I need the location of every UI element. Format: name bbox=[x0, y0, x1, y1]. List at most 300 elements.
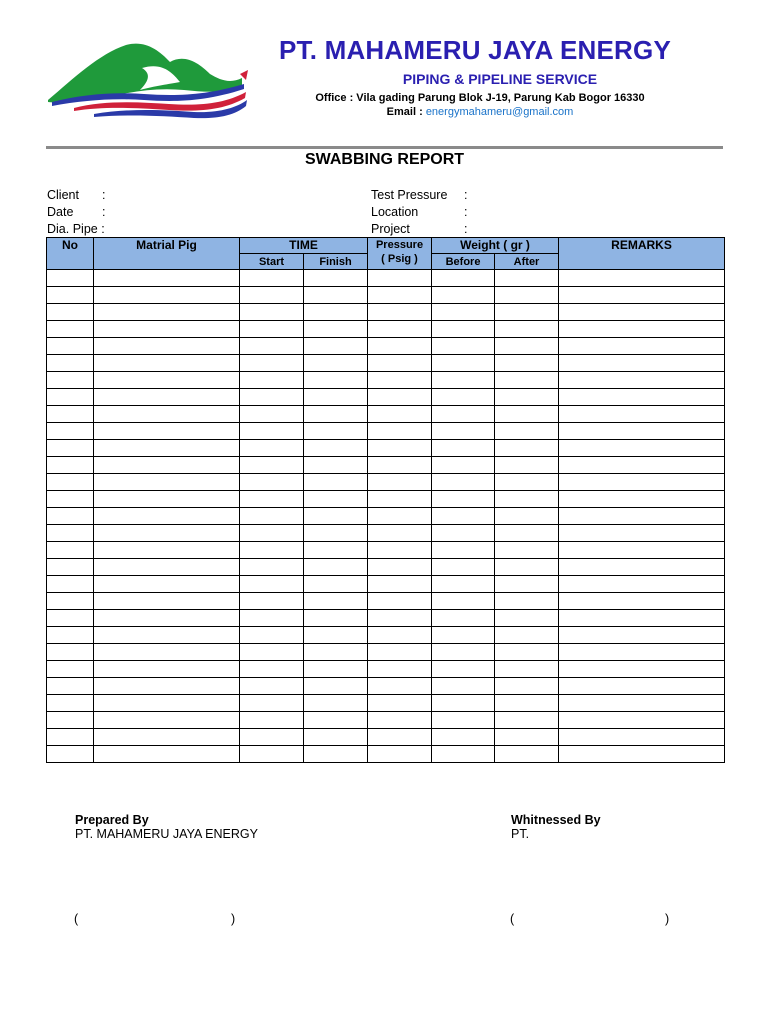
table-cell[interactable] bbox=[495, 593, 559, 610]
table-cell[interactable] bbox=[495, 678, 559, 695]
table-row bbox=[47, 746, 725, 763]
table-cell[interactable] bbox=[559, 610, 725, 627]
table-cell[interactable] bbox=[240, 678, 304, 695]
table-cell[interactable] bbox=[368, 525, 432, 542]
table-cell[interactable] bbox=[432, 389, 495, 406]
table-cell[interactable] bbox=[240, 406, 304, 423]
table-cell[interactable] bbox=[240, 712, 304, 729]
table-cell[interactable] bbox=[368, 423, 432, 440]
email-label: Email : bbox=[386, 106, 423, 118]
table-cell[interactable] bbox=[368, 491, 432, 508]
table-cell[interactable] bbox=[304, 712, 368, 729]
witnessed-sign-close: ) bbox=[665, 912, 670, 926]
table-cell[interactable] bbox=[47, 423, 94, 440]
table-cell[interactable] bbox=[304, 389, 368, 406]
table-cell[interactable] bbox=[240, 321, 304, 338]
table-cell[interactable] bbox=[495, 627, 559, 644]
table-cell[interactable] bbox=[47, 627, 94, 644]
table-cell[interactable] bbox=[368, 474, 432, 491]
table-cell[interactable] bbox=[240, 270, 304, 287]
table-cell[interactable] bbox=[495, 372, 559, 389]
table-cell[interactable] bbox=[368, 270, 432, 287]
table-cell[interactable] bbox=[495, 440, 559, 457]
table-row bbox=[47, 321, 725, 338]
table-cell[interactable] bbox=[240, 746, 304, 763]
table-cell[interactable] bbox=[47, 644, 94, 661]
table-cell[interactable] bbox=[495, 423, 559, 440]
table-cell[interactable] bbox=[559, 440, 725, 457]
table-cell[interactable] bbox=[368, 559, 432, 576]
table-cell[interactable] bbox=[47, 576, 94, 593]
table-cell[interactable] bbox=[559, 457, 725, 474]
table-cell[interactable] bbox=[495, 746, 559, 763]
table-cell[interactable] bbox=[432, 593, 495, 610]
table-cell[interactable] bbox=[495, 729, 559, 746]
table-cell[interactable] bbox=[94, 508, 240, 525]
table-cell[interactable] bbox=[559, 491, 725, 508]
table-cell[interactable] bbox=[47, 508, 94, 525]
table-cell[interactable] bbox=[304, 372, 368, 389]
witnessed-by-company: PT. bbox=[511, 827, 530, 841]
table-cell[interactable] bbox=[94, 406, 240, 423]
witnessed-sign-open: ( bbox=[510, 912, 515, 926]
table-cell[interactable] bbox=[240, 508, 304, 525]
table-cell[interactable] bbox=[559, 644, 725, 661]
table-cell[interactable] bbox=[495, 610, 559, 627]
table-cell[interactable] bbox=[368, 610, 432, 627]
table-cell[interactable] bbox=[495, 355, 559, 372]
table-cell[interactable] bbox=[559, 712, 725, 729]
table-cell[interactable] bbox=[47, 321, 94, 338]
table-cell[interactable] bbox=[47, 474, 94, 491]
table-row bbox=[47, 474, 725, 491]
project-colon: : bbox=[464, 222, 468, 236]
table-cell[interactable] bbox=[368, 576, 432, 593]
test-pressure-colon: : bbox=[464, 188, 468, 202]
table-cell[interactable] bbox=[559, 627, 725, 644]
mountain-logo-icon bbox=[44, 40, 250, 120]
prepared-sign-close: ) bbox=[231, 912, 236, 926]
table-cell[interactable] bbox=[559, 406, 725, 423]
table-cell[interactable] bbox=[368, 593, 432, 610]
col-weight-after: After bbox=[495, 254, 559, 270]
table-cell[interactable] bbox=[304, 593, 368, 610]
table-row bbox=[47, 729, 725, 746]
table-cell[interactable] bbox=[94, 610, 240, 627]
table-cell[interactable] bbox=[432, 304, 495, 321]
table-row bbox=[47, 372, 725, 389]
table-row bbox=[47, 661, 725, 678]
table-cell[interactable] bbox=[432, 508, 495, 525]
table-cell[interactable] bbox=[432, 372, 495, 389]
table-cell[interactable] bbox=[240, 423, 304, 440]
table-row bbox=[47, 304, 725, 321]
table-cell[interactable] bbox=[240, 542, 304, 559]
table-cell[interactable] bbox=[94, 270, 240, 287]
table-body bbox=[47, 270, 725, 763]
prepared-by-company: PT. MAHAMERU JAYA ENERGY bbox=[75, 827, 258, 841]
table-row bbox=[47, 389, 725, 406]
table-row bbox=[47, 338, 725, 355]
table-cell[interactable] bbox=[94, 338, 240, 355]
table-cell[interactable] bbox=[47, 372, 94, 389]
table-cell[interactable] bbox=[240, 304, 304, 321]
table-cell[interactable] bbox=[94, 559, 240, 576]
table-cell[interactable] bbox=[432, 627, 495, 644]
col-time-start: Start bbox=[240, 254, 304, 270]
table-cell[interactable] bbox=[495, 695, 559, 712]
table-cell[interactable] bbox=[94, 542, 240, 559]
table-cell[interactable] bbox=[495, 542, 559, 559]
project-label: Project bbox=[371, 222, 410, 236]
table-cell[interactable] bbox=[368, 746, 432, 763]
table-row bbox=[47, 712, 725, 729]
table-cell[interactable] bbox=[495, 644, 559, 661]
table-cell[interactable] bbox=[94, 491, 240, 508]
col-no: No bbox=[47, 238, 94, 270]
table-cell[interactable] bbox=[559, 729, 725, 746]
table-cell[interactable] bbox=[94, 304, 240, 321]
table-row bbox=[47, 491, 725, 508]
table-cell[interactable] bbox=[94, 355, 240, 372]
table-cell[interactable] bbox=[94, 729, 240, 746]
table-cell[interactable] bbox=[368, 287, 432, 304]
table-cell[interactable] bbox=[47, 542, 94, 559]
table-cell[interactable] bbox=[304, 406, 368, 423]
table-cell[interactable] bbox=[94, 644, 240, 661]
table-cell[interactable] bbox=[495, 474, 559, 491]
table-cell[interactable] bbox=[432, 440, 495, 457]
table-cell[interactable] bbox=[240, 338, 304, 355]
table-cell[interactable] bbox=[240, 729, 304, 746]
table-cell[interactable] bbox=[495, 576, 559, 593]
prepared-sign-open: ( bbox=[74, 912, 79, 926]
table-cell[interactable] bbox=[94, 695, 240, 712]
table-cell[interactable] bbox=[94, 440, 240, 457]
table-cell[interactable] bbox=[47, 406, 94, 423]
table-cell[interactable] bbox=[94, 457, 240, 474]
table-cell[interactable] bbox=[559, 695, 725, 712]
table-cell[interactable] bbox=[47, 746, 94, 763]
location-colon: : bbox=[464, 205, 468, 219]
table-cell[interactable] bbox=[559, 678, 725, 695]
table-cell[interactable] bbox=[304, 746, 368, 763]
table-cell[interactable] bbox=[47, 355, 94, 372]
table-cell[interactable] bbox=[368, 389, 432, 406]
table-cell[interactable] bbox=[368, 508, 432, 525]
table-cell[interactable] bbox=[304, 576, 368, 593]
table-cell[interactable] bbox=[94, 423, 240, 440]
table-cell[interactable] bbox=[495, 457, 559, 474]
table-cell[interactable] bbox=[47, 661, 94, 678]
swabbing-table bbox=[46, 237, 725, 763]
table-cell[interactable] bbox=[240, 525, 304, 542]
table-cell[interactable] bbox=[94, 389, 240, 406]
table-cell[interactable] bbox=[495, 712, 559, 729]
location-label: Location bbox=[371, 205, 419, 219]
table-cell[interactable] bbox=[495, 338, 559, 355]
table-cell[interactable] bbox=[368, 372, 432, 389]
table-cell[interactable] bbox=[304, 338, 368, 355]
col-weight: Weight ( gr ) bbox=[432, 238, 559, 254]
table-cell[interactable] bbox=[368, 406, 432, 423]
table-cell[interactable] bbox=[368, 695, 432, 712]
table-cell[interactable] bbox=[432, 338, 495, 355]
table-cell[interactable] bbox=[432, 644, 495, 661]
table-cell[interactable] bbox=[495, 287, 559, 304]
table-cell[interactable] bbox=[94, 372, 240, 389]
table-cell[interactable] bbox=[94, 576, 240, 593]
table-cell[interactable] bbox=[432, 457, 495, 474]
table-cell[interactable] bbox=[304, 542, 368, 559]
table-cell[interactable] bbox=[304, 508, 368, 525]
table-cell[interactable] bbox=[240, 661, 304, 678]
table-cell[interactable] bbox=[559, 423, 725, 440]
table-cell[interactable] bbox=[432, 525, 495, 542]
table-cell[interactable] bbox=[94, 678, 240, 695]
table-cell[interactable] bbox=[432, 287, 495, 304]
table-cell[interactable] bbox=[304, 525, 368, 542]
table-cell[interactable] bbox=[368, 457, 432, 474]
table-cell[interactable] bbox=[304, 321, 368, 338]
table-cell[interactable] bbox=[368, 338, 432, 355]
table-row bbox=[47, 440, 725, 457]
table-cell[interactable] bbox=[368, 644, 432, 661]
table-cell[interactable] bbox=[47, 389, 94, 406]
table-cell[interactable] bbox=[47, 678, 94, 695]
table-cell[interactable] bbox=[559, 576, 725, 593]
header-divider bbox=[46, 146, 723, 149]
table-cell[interactable] bbox=[559, 508, 725, 525]
table-cell[interactable] bbox=[559, 542, 725, 559]
table-cell[interactable] bbox=[495, 525, 559, 542]
table-cell[interactable] bbox=[559, 338, 725, 355]
table-cell[interactable] bbox=[47, 338, 94, 355]
table-cell[interactable] bbox=[304, 678, 368, 695]
table-cell[interactable] bbox=[495, 508, 559, 525]
table-row bbox=[47, 695, 725, 712]
table-cell[interactable] bbox=[94, 593, 240, 610]
table-cell[interactable] bbox=[240, 644, 304, 661]
table-cell[interactable] bbox=[432, 746, 495, 763]
table-cell[interactable] bbox=[495, 491, 559, 508]
table-row bbox=[47, 525, 725, 542]
table-cell[interactable] bbox=[240, 287, 304, 304]
table-cell[interactable] bbox=[47, 695, 94, 712]
table-cell[interactable] bbox=[240, 355, 304, 372]
table-cell[interactable] bbox=[432, 355, 495, 372]
table-cell[interactable] bbox=[304, 440, 368, 457]
table-cell[interactable] bbox=[495, 389, 559, 406]
table-cell[interactable] bbox=[94, 661, 240, 678]
table-cell[interactable] bbox=[47, 610, 94, 627]
table-row bbox=[47, 287, 725, 304]
table-row bbox=[47, 576, 725, 593]
table-cell[interactable] bbox=[304, 627, 368, 644]
company-name: PT. MAHAMERU JAYA ENERGY bbox=[279, 35, 671, 65]
table-cell[interactable] bbox=[240, 593, 304, 610]
client-label: Client bbox=[47, 188, 79, 202]
table-cell[interactable] bbox=[368, 678, 432, 695]
table-cell[interactable] bbox=[432, 712, 495, 729]
table-cell[interactable] bbox=[47, 440, 94, 457]
table-cell[interactable] bbox=[304, 423, 368, 440]
table-cell[interactable] bbox=[432, 576, 495, 593]
table-cell[interactable] bbox=[240, 610, 304, 627]
table-cell[interactable] bbox=[304, 304, 368, 321]
table-row bbox=[47, 627, 725, 644]
table-cell[interactable] bbox=[432, 270, 495, 287]
table-cell[interactable] bbox=[304, 355, 368, 372]
table-cell[interactable] bbox=[432, 474, 495, 491]
table-row bbox=[47, 542, 725, 559]
table-cell[interactable] bbox=[559, 321, 725, 338]
table-cell[interactable] bbox=[559, 304, 725, 321]
witnessed-by-label: Whitnessed By bbox=[511, 813, 601, 827]
table-cell[interactable] bbox=[432, 406, 495, 423]
table-row bbox=[47, 644, 725, 661]
table-cell[interactable] bbox=[47, 559, 94, 576]
table-cell[interactable] bbox=[432, 542, 495, 559]
table-cell[interactable] bbox=[47, 457, 94, 474]
table-cell[interactable] bbox=[432, 695, 495, 712]
table-cell[interactable] bbox=[240, 372, 304, 389]
office-address: Office : Vila gading Parung Blok J-19, Parung Kab Bogor 16330 bbox=[315, 92, 645, 104]
table-cell[interactable] bbox=[432, 729, 495, 746]
table-cell[interactable] bbox=[368, 542, 432, 559]
table-cell[interactable] bbox=[495, 270, 559, 287]
table-cell[interactable] bbox=[559, 559, 725, 576]
table-row bbox=[47, 508, 725, 525]
table-cell[interactable] bbox=[559, 355, 725, 372]
table-cell[interactable] bbox=[304, 474, 368, 491]
email-link[interactable]: energymahameru@gmail.com bbox=[425, 106, 574, 118]
table-cell[interactable] bbox=[240, 627, 304, 644]
table-cell[interactable] bbox=[432, 491, 495, 508]
service-tagline: PIPING & PIPELINE SERVICE bbox=[402, 71, 598, 87]
report-title: SWABBING REPORT bbox=[304, 151, 465, 168]
table-row bbox=[47, 559, 725, 576]
table-row bbox=[47, 423, 725, 440]
table-cell[interactable] bbox=[368, 304, 432, 321]
table-cell[interactable] bbox=[559, 474, 725, 491]
table-cell[interactable] bbox=[495, 661, 559, 678]
col-material-pig: Matrial Pig bbox=[94, 238, 240, 270]
table-cell[interactable] bbox=[368, 355, 432, 372]
table-cell[interactable] bbox=[368, 712, 432, 729]
table-cell[interactable] bbox=[368, 729, 432, 746]
table-cell[interactable] bbox=[495, 406, 559, 423]
table-cell[interactable] bbox=[432, 423, 495, 440]
table-cell[interactable] bbox=[304, 661, 368, 678]
table-cell[interactable] bbox=[94, 525, 240, 542]
table-cell[interactable] bbox=[368, 321, 432, 338]
table-cell[interactable] bbox=[495, 559, 559, 576]
table-cell[interactable] bbox=[240, 559, 304, 576]
table-cell[interactable] bbox=[368, 627, 432, 644]
table-cell[interactable] bbox=[432, 559, 495, 576]
table-cell[interactable] bbox=[47, 712, 94, 729]
table-cell[interactable] bbox=[240, 389, 304, 406]
table-cell[interactable] bbox=[432, 610, 495, 627]
prepared-by-label: Prepared By bbox=[75, 813, 149, 827]
table-cell[interactable] bbox=[94, 321, 240, 338]
col-pressure-label: Pressure bbox=[375, 239, 424, 251]
table-cell[interactable] bbox=[240, 474, 304, 491]
col-remarks: REMARKS bbox=[559, 238, 725, 270]
table-cell[interactable] bbox=[432, 678, 495, 695]
table-row bbox=[47, 406, 725, 423]
test-pressure-label: Test Pressure bbox=[371, 188, 448, 202]
col-weight-before: Before bbox=[432, 254, 495, 270]
col-time: TIME bbox=[240, 238, 368, 254]
table-cell[interactable] bbox=[240, 457, 304, 474]
table-cell[interactable] bbox=[304, 270, 368, 287]
table-cell[interactable] bbox=[94, 287, 240, 304]
table-cell[interactable] bbox=[47, 593, 94, 610]
table-cell[interactable] bbox=[559, 287, 725, 304]
table-cell[interactable] bbox=[304, 559, 368, 576]
table-cell[interactable] bbox=[304, 644, 368, 661]
table-cell[interactable] bbox=[432, 321, 495, 338]
table-cell[interactable] bbox=[559, 525, 725, 542]
table-row bbox=[47, 678, 725, 695]
table-cell[interactable] bbox=[240, 576, 304, 593]
table-cell[interactable] bbox=[304, 491, 368, 508]
prepared-by-block bbox=[75, 813, 258, 841]
table-cell[interactable] bbox=[47, 304, 94, 321]
table-row bbox=[47, 355, 725, 372]
dia-pipe-label: Dia. Pipe : bbox=[47, 222, 105, 236]
table-cell[interactable] bbox=[304, 695, 368, 712]
table-cell[interactable] bbox=[559, 661, 725, 678]
table-cell[interactable] bbox=[47, 729, 94, 746]
table-cell[interactable] bbox=[240, 491, 304, 508]
table-cell[interactable] bbox=[495, 321, 559, 338]
table-cell[interactable] bbox=[304, 610, 368, 627]
table-cell[interactable] bbox=[47, 287, 94, 304]
table-cell[interactable] bbox=[94, 474, 240, 491]
table-cell[interactable] bbox=[240, 440, 304, 457]
table-cell[interactable] bbox=[559, 593, 725, 610]
table-cell[interactable] bbox=[304, 457, 368, 474]
table-cell[interactable] bbox=[94, 627, 240, 644]
table-cell[interactable] bbox=[559, 270, 725, 287]
table-cell[interactable] bbox=[47, 270, 94, 287]
table-cell[interactable] bbox=[559, 389, 725, 406]
table-row bbox=[47, 610, 725, 627]
witnessed-by-block bbox=[511, 813, 601, 841]
email-line bbox=[290, 106, 670, 118]
table-cell[interactable] bbox=[304, 729, 368, 746]
table-cell[interactable] bbox=[432, 661, 495, 678]
table-cell[interactable] bbox=[94, 746, 240, 763]
table-cell[interactable] bbox=[368, 440, 432, 457]
table-cell[interactable] bbox=[304, 287, 368, 304]
table-cell[interactable] bbox=[47, 491, 94, 508]
table-cell[interactable] bbox=[368, 661, 432, 678]
col-pressure-unit: ( Psig ) bbox=[381, 253, 418, 265]
table-row bbox=[47, 270, 725, 287]
table-cell[interactable] bbox=[559, 372, 725, 389]
table-cell[interactable] bbox=[240, 695, 304, 712]
col-pressure bbox=[368, 238, 432, 270]
client-colon: : bbox=[102, 188, 106, 202]
table-cell[interactable] bbox=[47, 525, 94, 542]
table-cell[interactable] bbox=[559, 746, 725, 763]
table-cell[interactable] bbox=[94, 712, 240, 729]
table-cell[interactable] bbox=[495, 304, 559, 321]
